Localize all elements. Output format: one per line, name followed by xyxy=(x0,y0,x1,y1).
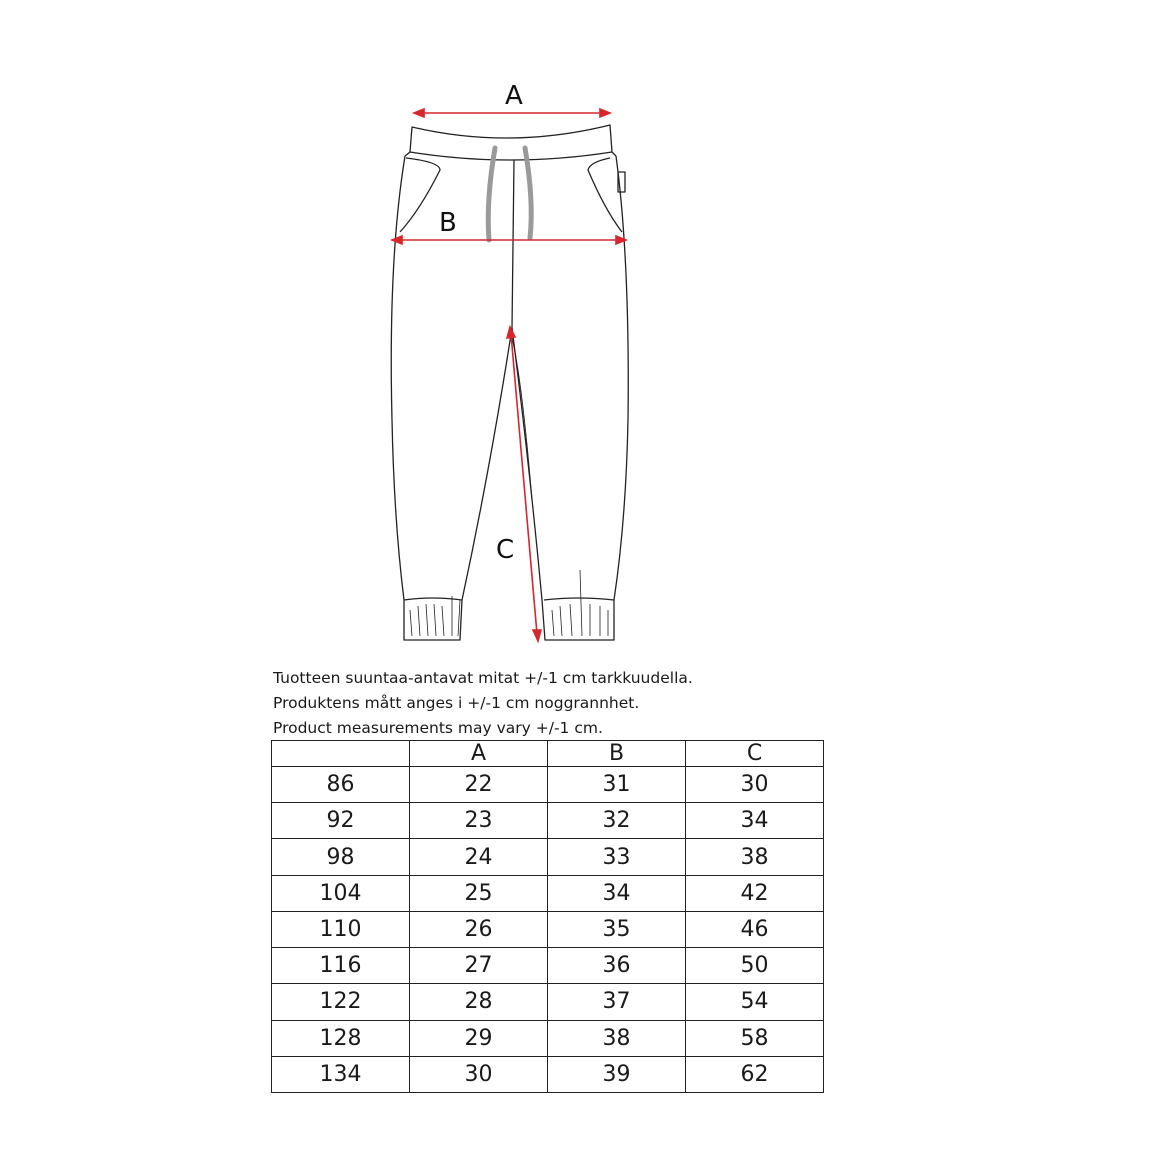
measurement-cell: 58 xyxy=(686,1020,824,1056)
table-row xyxy=(272,875,824,911)
label-a: A xyxy=(505,81,523,111)
size-cell: 116 xyxy=(272,948,410,984)
measurement-cell: 38 xyxy=(548,1020,686,1056)
table-row xyxy=(272,911,824,947)
measurement-cell: 22 xyxy=(410,767,548,803)
measurement-cell: 46 xyxy=(686,911,824,947)
note-swedish: Produktens mått anges i +/-1 cm noggrannhet. xyxy=(273,694,640,712)
measurement-cell: 34 xyxy=(548,875,686,911)
label-c: C xyxy=(496,535,515,565)
measurement-cell: 30 xyxy=(686,767,824,803)
measurement-cell: 25 xyxy=(410,875,548,911)
measurement-notes xyxy=(273,666,693,741)
measurement-cell: 23 xyxy=(410,803,548,839)
size-cell: 86 xyxy=(272,767,410,803)
table-body xyxy=(272,767,824,1093)
measurement-cell: 35 xyxy=(548,911,686,947)
table-row xyxy=(272,839,824,875)
table-row xyxy=(272,948,824,984)
note-finnish: Tuotteen suuntaa-antavat mitat +/-1 cm tarkkuudella. xyxy=(273,669,693,687)
measurement-cell: 34 xyxy=(686,803,824,839)
size-cell: 104 xyxy=(272,875,410,911)
measurement-cell: 50 xyxy=(686,948,824,984)
measurement-cell: 54 xyxy=(686,984,824,1020)
measurement-cell: 30 xyxy=(410,1056,548,1092)
size-table xyxy=(271,740,824,1093)
size-cell: 134 xyxy=(272,1056,410,1092)
measurement-cell: 37 xyxy=(548,984,686,1020)
size-cell: 110 xyxy=(272,911,410,947)
measurement-cell: 32 xyxy=(548,803,686,839)
size-cell: 98 xyxy=(272,839,410,875)
size-cell: 128 xyxy=(272,1020,410,1056)
note-english: Product measurements may vary +/-1 cm. xyxy=(273,719,603,737)
table-row xyxy=(272,1020,824,1056)
measurement-cell: 38 xyxy=(686,839,824,875)
measurement-cell: 27 xyxy=(410,948,548,984)
header-size xyxy=(272,741,410,767)
header-a: A xyxy=(410,741,548,767)
measurement-cell: 26 xyxy=(410,911,548,947)
table-row xyxy=(272,803,824,839)
table-header-row xyxy=(272,741,824,767)
size-cell: 92 xyxy=(272,803,410,839)
label-b: B xyxy=(439,208,457,238)
measurement-cell: 42 xyxy=(686,875,824,911)
table-row xyxy=(272,984,824,1020)
header-c: C xyxy=(686,741,824,767)
measurement-cell: 31 xyxy=(548,767,686,803)
size-cell: 122 xyxy=(272,984,410,1020)
measurement-cell: 36 xyxy=(548,948,686,984)
header-b: B xyxy=(548,741,686,767)
table-row xyxy=(272,767,824,803)
table-row xyxy=(272,1056,824,1092)
measurement-cell: 29 xyxy=(410,1020,548,1056)
drawstrings xyxy=(488,148,531,240)
measurement-cell: 33 xyxy=(548,839,686,875)
measurement-cell: 28 xyxy=(410,984,548,1020)
measurement-cell: 24 xyxy=(410,839,548,875)
measurement-cell: 39 xyxy=(548,1056,686,1092)
measurement-cell: 62 xyxy=(686,1056,824,1092)
